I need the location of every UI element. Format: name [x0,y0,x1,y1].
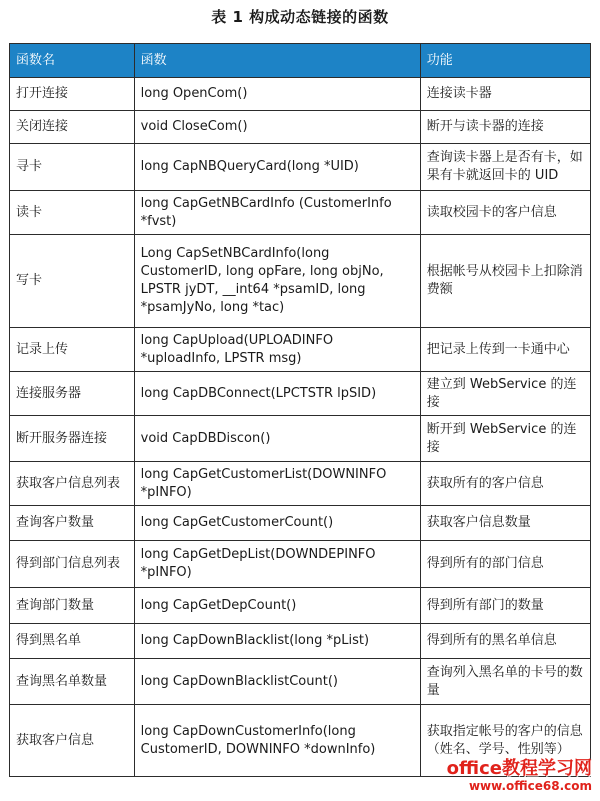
cell-function-name: 写卡 [10,235,135,328]
cell-feature: 根据帐号从校园卡上扣除消费额 [420,235,590,328]
table-row [10,191,591,235]
cell-function-name: 查询客户数量 [10,506,135,541]
cell-function: long CapDBConnect(LPCTSTR lpSID) [134,372,420,416]
cell-function-name: 查询部门数量 [10,588,135,624]
cell-feature: 断开与读卡器的连接 [420,111,590,144]
table-row [10,235,591,328]
table-row [10,372,591,416]
cell-function: long CapGetDepCount() [134,588,420,624]
cell-feature: 读取校园卡的客户信息 [420,191,590,235]
cell-function: long CapDownBlacklistCount() [134,659,420,705]
cell-feature: 建立到 WebService 的连接 [420,372,590,416]
cell-function-name: 打开连接 [10,78,135,111]
cell-feature: 得到所有的黑名单信息 [420,624,590,659]
cell-function: long CapGetCustomerCount() [134,506,420,541]
cell-function-name: 关闭连接 [10,111,135,144]
cell-function: void CapDBDiscon() [134,416,420,462]
table-row [10,624,591,659]
cell-function-name: 得到部门信息列表 [10,541,135,588]
cell-function-name: 寻卡 [10,144,135,191]
cell-function-name: 查询黑名单数量 [10,659,135,705]
cell-function: void CloseCom() [134,111,420,144]
header-function: 函数 [134,44,420,78]
cell-function-name: 读卡 [10,191,135,235]
table-header-row [10,44,591,78]
table-row [10,144,591,191]
cell-function: long CapUpload(UPLOADINFO *uploadInfo, LPSTR msg) [134,328,420,372]
watermark-url: www.office68.com [468,779,592,793]
table-row [10,462,591,506]
cell-function-name: 记录上传 [10,328,135,372]
table-row [10,328,591,372]
table-row [10,111,591,144]
cell-function: long CapDownBlacklist(long *pList) [134,624,420,659]
watermark-text: office教程学习网 [446,758,592,779]
table-row [10,659,591,705]
cell-feature: 得到所有的部门信息 [420,541,590,588]
cell-feature: 获取所有的客户信息 [420,462,590,506]
table-row [10,78,591,111]
cell-function-name: 获取客户信息列表 [10,462,135,506]
cell-function-name: 连接服务器 [10,372,135,416]
header-feature: 功能 [420,44,590,78]
table-row [10,416,591,462]
cell-feature: 获取客户信息数量 [420,506,590,541]
cell-function: Long CapSetNBCardInfo(long CustomerID, long opFare, long objNo, LPSTR jyDT, __int64 *psamID, long *psamJyNo, long *tac) [134,235,420,328]
cell-feature: 查询读卡器上是否有卡，如果有卡就返回卡的 UID [420,144,590,191]
cell-function: long CapGetNBCardInfo (CustomerInfo *fvst) [134,191,420,235]
cell-feature: 获取指定帐号的客户的信息（姓名、学号、性别等） [420,705,590,777]
cell-function: long OpenCom() [134,78,420,111]
cell-feature: 把记录上传到一卡通中心 [420,328,590,372]
cell-feature: 连接读卡器 [420,78,590,111]
cell-function: long CapDownCustomerInfo(long CustomerID, DOWNINFO *downInfo) [134,705,420,777]
cell-feature: 断开到 WebService 的连接 [420,416,590,462]
cell-function-name: 断开服务器连接 [10,416,135,462]
cell-function: long CapGetDepList(DOWNDEPINFO *pINFO) [134,541,420,588]
table-caption: 表 1 构成动态链接的函数 [211,8,389,26]
cell-feature: 查询列入黑名单的卡号的数量 [420,659,590,705]
functions-table [9,43,591,777]
table-row [10,588,591,624]
cell-function: long CapGetCustomerList(DOWNINFO *pINFO) [134,462,420,506]
cell-function: long CapNBQueryCard(long *UID) [134,144,420,191]
header-function-name: 函数名 [10,44,135,78]
cell-feature: 得到所有部门的数量 [420,588,590,624]
table-row [10,541,591,588]
cell-function-name: 得到黑名单 [10,624,135,659]
cell-function-name: 获取客户信息 [10,705,135,777]
table-row [10,506,591,541]
watermark [447,759,592,793]
